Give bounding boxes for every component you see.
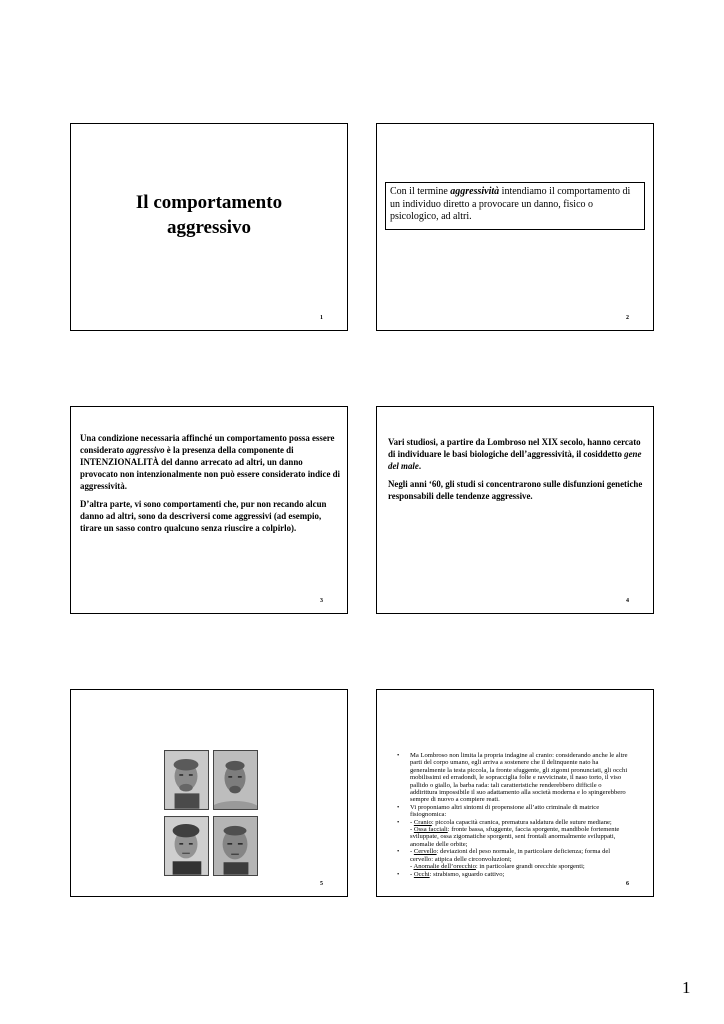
dash: - xyxy=(410,826,414,834)
bullet-icon: • xyxy=(397,803,400,811)
list-item-text: : fronte bassa, sfuggente, faccia sporgente, mandibole fortemente sviluppate, ossa zigomatiche sporgenti, seni frontali anormalmente sviluppati, anomalie delle orbite; xyxy=(410,826,620,848)
dash: - xyxy=(410,848,414,856)
slide-5 xyxy=(70,689,348,897)
title-line-2: aggressivo xyxy=(166,217,252,238)
list-item-text: : piccola capacità cranica, prematura saldatura delle suture mediane; xyxy=(431,818,612,826)
list-item-text: : strabismo, sguardo cattivo; xyxy=(429,870,505,878)
paragraph-text-rest: . xyxy=(418,461,422,471)
face-photo xyxy=(164,816,209,876)
emphasis-term: aggressivo xyxy=(126,445,165,455)
paragraph-1 xyxy=(80,432,342,492)
slide-number: 6 xyxy=(626,881,629,887)
slide-number: 2 xyxy=(626,315,629,321)
definition-box xyxy=(385,182,645,230)
bullet-icon: • xyxy=(397,818,400,826)
definition-term: aggressività xyxy=(450,186,500,197)
definition-text: Con il termine xyxy=(390,186,451,197)
paragraph-text: Una condizione necessaria affinché un comportamento possa essere considerato xyxy=(80,433,335,455)
paragraph-2: Negli anni ‘60, gli studi si concentrarono sulle disfunzioni genetiche responsabili delle tendenze aggressive. xyxy=(388,479,643,501)
title-line-1: Il comportamento xyxy=(135,192,283,213)
list-item xyxy=(393,752,629,804)
dash: - xyxy=(410,870,414,878)
bullet-list xyxy=(393,752,629,878)
paragraph-text-rest: è la presenza della componente di INTENZIONALITÀ del danno arrecato ad altri, un danno provocato non intenzionalmente non può essere considerato indice di aggressività. xyxy=(80,445,341,491)
slide-number: 4 xyxy=(626,598,629,604)
term-label: Cervello xyxy=(413,848,437,856)
list-item-text: : in particolare grandi orecchie sporgenti; xyxy=(475,863,585,871)
slide-title xyxy=(71,190,347,240)
face-photo xyxy=(213,816,258,876)
bullet-icon: • xyxy=(397,848,400,856)
paragraph-2: D’altra parte, vi sono comportamenti che, pur non recando alcun danno ad altri, sono da descriversi come aggressivi (ad esempio, tirare un sasso contro qualcuno senza riuscire a colpirlo). xyxy=(80,499,327,533)
dash: - xyxy=(410,818,414,826)
list-item xyxy=(393,871,629,878)
list-item-text: : deviazioni del peso normale, in particolare deficienza; forma del cervello: atipica delle circonvoluzioni; xyxy=(410,848,611,863)
bullet-icon: • xyxy=(397,752,400,759)
face-photo xyxy=(164,750,209,810)
slide-4 xyxy=(376,406,654,614)
list-item-text: Vi proponiamo altri sintomi di propensione all’atto criminale di matrice fisiognomica: xyxy=(410,803,600,819)
term-label: Cranio xyxy=(413,818,432,826)
slide-6 xyxy=(376,689,654,897)
paragraph-text: Vari studiosi, a partire da Lombroso nel XIX secolo, hanno cercato di individuare le basi biologiche dell’aggressività, il cosiddetto xyxy=(388,437,641,459)
emphasis-term: gene del male xyxy=(388,449,642,471)
slide-2 xyxy=(376,123,654,331)
slide-3 xyxy=(70,406,348,614)
list-item-text: Ma Lombroso non limita la propria indagine al cranio: considerando anche le altre parti del corpo umano, egli arriva a sostenere che il delinquente nato ha generalmente la testa piccola, la fronte sfuggente, gli zigomi pronunciati, gli occhi mobilissimi ed erradondi, le sopracciglia folte e ravvicinate, il naso torto, il viso pallido o giallo, la barba rada: tali caratteristiche renderebbero difficile o addirittura impossibile il suo adattamento alla società moderna e lo spingerebbero sempre di nuovo a compiere reati. xyxy=(410,752,628,804)
face-photo xyxy=(213,750,258,810)
list-item xyxy=(393,848,629,870)
paragraph-1 xyxy=(388,436,650,472)
term-label: Anomalie dell’orecchio xyxy=(413,863,476,871)
slide-number: 3 xyxy=(320,598,323,604)
slide-number: 1 xyxy=(320,315,323,321)
list-item xyxy=(393,819,629,849)
dash: - xyxy=(410,863,414,871)
page-number: 1 xyxy=(682,978,691,997)
faces-photo-grid xyxy=(164,750,260,878)
bullet-icon: • xyxy=(397,870,400,878)
list-item xyxy=(393,804,629,819)
definition-text-rest: intendiamo il comportamento di un individuo diretto a provocare un danno, fisico o psicologico, ad altri. xyxy=(390,186,631,222)
slide-number: 5 xyxy=(320,881,323,887)
slide-body xyxy=(388,436,650,508)
term-label: Ossa facciali xyxy=(413,826,448,834)
slide-1 xyxy=(70,123,348,331)
slide-body xyxy=(80,432,342,540)
term-label: Occhi xyxy=(413,870,430,878)
